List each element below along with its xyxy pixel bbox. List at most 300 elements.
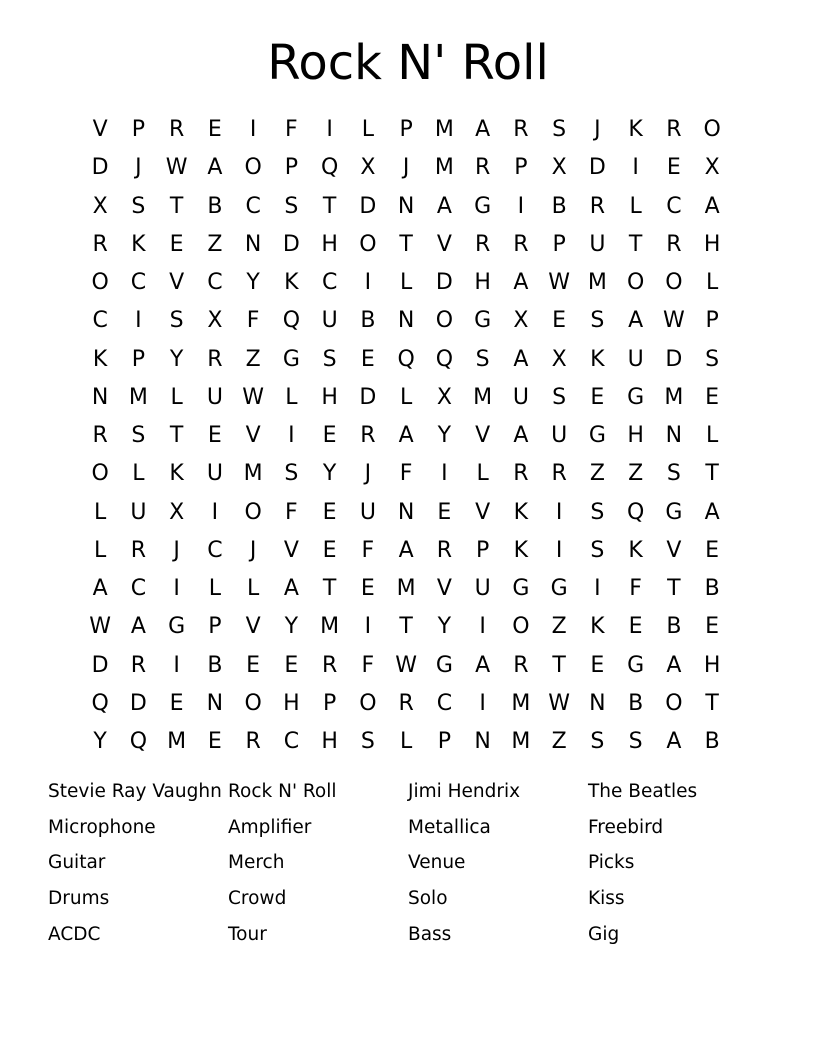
grid-letter: R xyxy=(168,117,185,142)
grid-letter: S xyxy=(705,346,720,372)
grid-letter: E xyxy=(590,652,605,678)
grid-letter: L xyxy=(705,270,719,295)
grid-letter: R xyxy=(92,231,108,257)
grid-letter: L xyxy=(93,537,107,563)
grid-letter: A xyxy=(130,614,146,640)
grid-letter: N xyxy=(397,193,415,219)
grid-letter: M xyxy=(243,461,263,487)
grid-letter: Z xyxy=(551,729,567,754)
grid-letter: U xyxy=(130,499,147,525)
grid-letter: F xyxy=(399,461,413,487)
grid-letter: D xyxy=(129,690,147,716)
grid-letter: A xyxy=(666,729,682,754)
grid-letter: N xyxy=(244,231,262,257)
grid-letter: V xyxy=(169,270,185,295)
grid-letter: T xyxy=(399,231,413,257)
grid-letter: E xyxy=(666,155,681,181)
grid-letter: L xyxy=(399,384,413,410)
word-list-item: Guitar xyxy=(48,852,106,874)
grid-letter: W xyxy=(242,384,264,410)
grid-letter: G xyxy=(474,193,492,219)
grid-letter: I xyxy=(249,117,257,142)
grid-letter: D xyxy=(91,652,109,678)
word-list-item: Merch xyxy=(228,852,285,874)
grid-letter: T xyxy=(628,231,643,257)
grid-letter: A xyxy=(207,155,223,181)
grid-letter: C xyxy=(207,537,223,563)
grid-letter: L xyxy=(361,117,374,142)
grid-letter: H xyxy=(321,231,338,257)
grid-letter: T xyxy=(667,576,681,601)
grid-letter: W xyxy=(89,614,111,640)
grid-letter: I xyxy=(555,499,563,525)
word-list-item: Metallica xyxy=(408,816,491,838)
grid-letter: R xyxy=(436,537,453,563)
grid-letter: E xyxy=(590,384,605,410)
grid-letter: K xyxy=(131,231,146,257)
grid-letter: J xyxy=(364,461,372,487)
grid-letter: C xyxy=(207,270,223,295)
grid-letter: G xyxy=(282,346,300,372)
grid-letter: Q xyxy=(91,690,109,716)
grid-letter: G xyxy=(665,499,683,525)
grid-letter: E xyxy=(246,652,261,678)
word-list-item: Amplifier xyxy=(228,816,312,838)
grid-letter: R xyxy=(207,346,223,372)
grid-letter: D xyxy=(588,155,606,181)
word-list-item: Bass xyxy=(408,923,452,945)
grid-letter: M xyxy=(587,270,607,295)
grid-letter: P xyxy=(514,155,528,181)
word-list-item: Tour xyxy=(228,923,267,945)
grid-letter: H xyxy=(627,423,644,448)
grid-letter: R xyxy=(92,423,108,448)
grid-letter: I xyxy=(479,690,486,716)
grid-letter: F xyxy=(285,117,298,142)
grid-letter: C xyxy=(92,308,108,334)
grid-letter: R xyxy=(360,423,376,448)
grid-letter: B xyxy=(360,308,376,334)
grid-letter: Q xyxy=(282,308,301,334)
grid-letter: O xyxy=(665,690,683,716)
word-list-item: Rock N' Roll xyxy=(228,781,337,802)
grid-letter: I xyxy=(173,652,180,678)
grid-letter: R xyxy=(513,652,529,678)
grid-letter: R xyxy=(513,461,529,487)
grid-letter: N xyxy=(665,423,683,448)
grid-letter: E xyxy=(705,384,720,410)
grid-letter: E xyxy=(552,308,567,334)
grid-letter: A xyxy=(704,499,720,525)
grid-letter: S xyxy=(590,308,605,334)
grid-letter: P xyxy=(284,155,299,181)
grid-letter: S xyxy=(590,537,605,563)
grid-letter: S xyxy=(552,117,567,142)
grid-letter: M xyxy=(320,614,340,640)
grid-letter: T xyxy=(322,193,337,219)
grid-letter: U xyxy=(474,576,491,601)
grid-letter: F xyxy=(361,537,375,563)
grid-letter: N xyxy=(474,729,491,754)
grid-letter: V xyxy=(283,537,299,563)
grid-letter: R xyxy=(245,729,261,754)
grid-letter: L xyxy=(705,423,719,448)
grid-letter: M xyxy=(434,117,454,142)
grid-letter: C xyxy=(245,193,261,219)
grid-letter: L xyxy=(246,576,260,601)
grid-letter: N xyxy=(91,384,109,410)
grid-letter: E xyxy=(284,652,299,678)
grid-letter: G xyxy=(627,652,645,678)
grid-letter: M xyxy=(167,729,187,754)
grid-letter: J xyxy=(594,117,601,142)
grid-letter: E xyxy=(207,423,222,448)
grid-letter: K xyxy=(513,499,529,525)
grid-letter: R xyxy=(130,652,147,678)
grid-letter: M xyxy=(396,576,416,601)
word-list-item: Kiss xyxy=(588,888,625,910)
grid-letter: X xyxy=(92,193,108,219)
grid-letter: E xyxy=(207,729,222,754)
grid-letter: B xyxy=(207,652,223,678)
grid-letter: D xyxy=(665,346,683,372)
grid-letter: A xyxy=(475,117,491,142)
grid-letter: J xyxy=(249,537,257,563)
grid-letter: L xyxy=(629,193,642,219)
grid-letter: K xyxy=(590,346,605,372)
grid-letter: Q xyxy=(397,346,415,372)
grid-letter: E xyxy=(169,231,184,257)
grid-letter: G xyxy=(435,652,453,678)
grid-letter: C xyxy=(666,193,682,219)
grid-letter: C xyxy=(130,270,147,295)
grid-letter: N xyxy=(397,499,415,525)
grid-letter: R xyxy=(513,117,529,142)
grid-letter: G xyxy=(512,576,530,601)
grid-letter: C xyxy=(283,729,300,754)
grid-letter: L xyxy=(399,270,413,295)
grid-letter: E xyxy=(360,346,375,372)
grid-letter: A xyxy=(475,652,491,678)
grid-letter: W xyxy=(165,155,188,181)
grid-letter: W xyxy=(548,270,570,295)
grid-letter: R xyxy=(666,231,682,257)
grid-letter: U xyxy=(359,499,376,525)
grid-letter: V xyxy=(245,614,261,640)
grid-letter: Z xyxy=(589,461,605,487)
grid-letter: R xyxy=(589,193,606,219)
word-list-item: Solo xyxy=(408,888,448,910)
grid-letter: D xyxy=(91,155,109,181)
grid-letter: S xyxy=(590,499,605,525)
grid-letter: U xyxy=(206,461,223,487)
grid-letter: L xyxy=(132,461,145,487)
grid-letter: S xyxy=(475,346,490,372)
grid-letter: K xyxy=(92,346,108,372)
grid-letter: O xyxy=(244,690,262,716)
grid-letter: E xyxy=(322,499,337,525)
word-list-item: Microphone xyxy=(48,816,156,838)
grid-letter: O xyxy=(91,270,109,295)
grid-letter: G xyxy=(627,384,645,410)
grid-letter: B xyxy=(704,729,720,754)
grid-letter: V xyxy=(666,537,682,563)
grid-letter: H xyxy=(321,729,338,754)
grid-letter: E xyxy=(360,576,375,601)
grid-letter: X xyxy=(551,346,567,372)
grid-letter: R xyxy=(513,231,529,257)
grid-letter: X xyxy=(169,499,185,525)
grid-letter: D xyxy=(282,231,300,257)
grid-letter: E xyxy=(437,499,452,525)
word-list-item: The Beatles xyxy=(588,781,698,802)
grid-letter: S xyxy=(628,729,643,754)
grid-letter: U xyxy=(206,384,223,410)
grid-letter: A xyxy=(513,270,529,295)
grid-letter: G xyxy=(474,308,492,334)
grid-letter: S xyxy=(284,461,299,487)
grid-letter: Y xyxy=(437,423,452,448)
grid-letter: M xyxy=(511,690,531,716)
grid-letter: K xyxy=(284,270,299,295)
word-list-item: Gig xyxy=(588,923,620,945)
grid-letter: O xyxy=(512,614,530,640)
grid-letter: H xyxy=(283,690,300,716)
grid-letter: B xyxy=(207,193,223,219)
grid-letter: E xyxy=(207,117,222,142)
grid-letter: L xyxy=(285,384,298,410)
grid-letter: X xyxy=(513,308,529,334)
grid-letter: U xyxy=(589,231,606,257)
grid-letter: J xyxy=(135,155,142,181)
grid-letter: I xyxy=(135,308,142,334)
grid-letter: X xyxy=(207,308,223,334)
grid-letter: L xyxy=(170,384,183,410)
grid-letter: I xyxy=(326,117,333,142)
grid-letter: D xyxy=(359,193,377,219)
grid-letter: S xyxy=(666,461,681,487)
grid-letter: K xyxy=(628,117,643,142)
grid-letter: B xyxy=(551,193,567,219)
word-list-item: ACDC xyxy=(48,923,101,945)
grid-letter: M xyxy=(128,384,148,410)
grid-letter: U xyxy=(512,384,529,410)
word-list-item: Crowd xyxy=(228,888,287,910)
grid-letter: Y xyxy=(93,729,107,754)
grid-letter: R xyxy=(321,652,338,678)
grid-letter: T xyxy=(169,423,184,448)
grid-letter: I xyxy=(517,193,525,219)
grid-letter: E xyxy=(705,537,720,563)
grid-letter: E xyxy=(322,537,337,563)
grid-letter: P xyxy=(399,117,413,142)
grid-letter: Z xyxy=(628,461,644,487)
grid-letter: P xyxy=(131,117,146,142)
grid-letter: A xyxy=(92,576,108,601)
grid-letter: P xyxy=(437,729,452,754)
grid-letter: K xyxy=(513,537,529,563)
grid-letter: H xyxy=(321,384,338,410)
grid-letter: R xyxy=(666,117,682,142)
grid-letter: Y xyxy=(437,614,452,640)
grid-letter: W xyxy=(662,308,685,334)
grid-letter: V xyxy=(436,231,452,257)
grid-letter: A xyxy=(513,346,529,372)
grid-letter: X xyxy=(436,384,452,410)
grid-letter: M xyxy=(664,384,684,410)
grid-letter: R xyxy=(474,231,491,257)
grid-letter: D xyxy=(435,270,453,295)
grid-letter: R xyxy=(130,537,147,563)
grid-letter: Q xyxy=(626,499,645,525)
grid-letter: X xyxy=(551,155,567,181)
grid-letter: P xyxy=(552,231,566,257)
grid-letter: E xyxy=(705,614,720,640)
grid-letter: I xyxy=(555,537,563,563)
grid-letter: T xyxy=(705,690,719,716)
grid-letter: H xyxy=(703,231,721,257)
grid-letter: V xyxy=(245,423,261,448)
grid-letter: P xyxy=(705,308,719,334)
grid-letter: U xyxy=(551,423,568,448)
grid-letter: G xyxy=(588,423,606,448)
grid-letter: V xyxy=(475,499,491,525)
grid-letter: B xyxy=(628,690,644,716)
grid-letter: E xyxy=(628,614,643,640)
grid-letter: S xyxy=(131,193,146,219)
grid-letter: I xyxy=(364,614,372,640)
grid-letter: E xyxy=(322,423,337,448)
grid-letter: N xyxy=(397,308,415,334)
grid-letter: A xyxy=(704,193,720,219)
grid-letter: A xyxy=(666,652,682,678)
grid-letter: Y xyxy=(322,461,337,487)
grid-letter: W xyxy=(548,690,570,716)
grid-letter: I xyxy=(173,576,180,601)
grid-letter: X xyxy=(704,155,720,181)
grid-letter: F xyxy=(285,499,298,525)
grid-letter: Z xyxy=(245,346,261,372)
page-title: Rock N' Roll xyxy=(267,35,549,91)
grid-letter: A xyxy=(283,576,299,601)
grid-letter: I xyxy=(632,155,639,181)
grid-letter: E xyxy=(169,690,184,716)
grid-letter: S xyxy=(360,729,375,754)
grid-letter: Q xyxy=(435,346,454,372)
word-list-item: Jimi Hendrix xyxy=(408,781,521,802)
grid-letter: I xyxy=(594,576,601,601)
grid-letter: A xyxy=(628,308,644,334)
grid-letter: B xyxy=(704,576,720,601)
word-list-item: Venue xyxy=(408,852,466,874)
grid-letter: N xyxy=(206,690,224,716)
word-list-item: Stevie Ray Vaughn xyxy=(48,781,222,802)
word-list-item: Drums xyxy=(48,888,110,910)
grid-letter: F xyxy=(629,576,642,601)
grid-letter: Z xyxy=(551,614,567,640)
grid-letter: Y xyxy=(169,346,184,372)
grid-letter: R xyxy=(551,461,567,487)
grid-letter: L xyxy=(208,576,221,601)
grid-letter: V xyxy=(92,117,108,142)
grid-letter: W xyxy=(395,652,417,678)
grid-letter: G xyxy=(550,576,568,601)
grid-letter: M xyxy=(434,155,454,181)
grid-letter: T xyxy=(552,652,566,678)
word-list-item: Picks xyxy=(588,852,635,874)
grid-letter: A xyxy=(398,423,414,448)
grid-letter: P xyxy=(208,614,222,640)
grid-letter: S xyxy=(590,729,605,754)
grid-letter: P xyxy=(475,537,490,563)
grid-letter: O xyxy=(626,270,645,295)
grid-letter: I xyxy=(288,423,295,448)
grid-letter: N xyxy=(589,690,606,716)
grid-letter: A xyxy=(513,423,529,448)
grid-letter: T xyxy=(322,576,337,601)
grid-letter: U xyxy=(321,308,338,334)
grid-letter: F xyxy=(361,652,375,678)
grid-letter: O xyxy=(665,270,683,295)
grid-letter: A xyxy=(398,537,414,563)
grid-letter: R xyxy=(474,155,491,181)
grid-letter: C xyxy=(436,690,453,716)
grid-letter: H xyxy=(703,652,721,678)
grid-letter: I xyxy=(479,614,486,640)
grid-letter: R xyxy=(398,690,414,716)
grid-letter: F xyxy=(246,308,260,334)
grid-letter: Y xyxy=(284,614,299,640)
grid-letter: H xyxy=(474,270,491,295)
grid-letter: O xyxy=(91,461,109,487)
grid-letter: S xyxy=(322,346,337,372)
grid-letter: Y xyxy=(246,270,260,295)
grid-letter: L xyxy=(476,461,489,487)
grid-letter: D xyxy=(359,384,377,410)
grid-letter: S xyxy=(131,423,146,448)
grid-letter: I xyxy=(364,270,372,295)
grid-letter: K xyxy=(628,537,643,563)
grid-letter: A xyxy=(436,193,452,219)
grid-letter: X xyxy=(360,155,376,181)
grid-letter: Z xyxy=(207,231,223,257)
grid-letter: L xyxy=(399,729,413,754)
grid-letter: Q xyxy=(129,729,148,754)
grid-letter: T xyxy=(399,614,413,640)
grid-letter: K xyxy=(169,461,184,487)
grid-letter: U xyxy=(627,346,644,372)
grid-letter: O xyxy=(703,117,721,142)
grid-letter: S xyxy=(169,308,184,334)
grid-letter: T xyxy=(169,193,184,219)
grid-letter: S xyxy=(552,384,567,410)
grid-letter: C xyxy=(321,270,338,295)
grid-letter: O xyxy=(244,499,262,525)
grid-letter: P xyxy=(131,346,146,372)
grid-letter: I xyxy=(211,499,219,525)
grid-letter: J xyxy=(173,537,180,563)
grid-letter: C xyxy=(130,576,147,601)
grid-letter: J xyxy=(402,155,410,181)
grid-letter: K xyxy=(590,614,605,640)
word-list-item: Freebird xyxy=(588,816,664,838)
grid-letter: S xyxy=(284,193,299,219)
grid-letter: V xyxy=(475,423,491,448)
grid-letter: P xyxy=(322,690,337,716)
grid-letter: O xyxy=(359,690,377,716)
grid-letter: I xyxy=(441,461,448,487)
grid-letter: O xyxy=(359,231,377,257)
